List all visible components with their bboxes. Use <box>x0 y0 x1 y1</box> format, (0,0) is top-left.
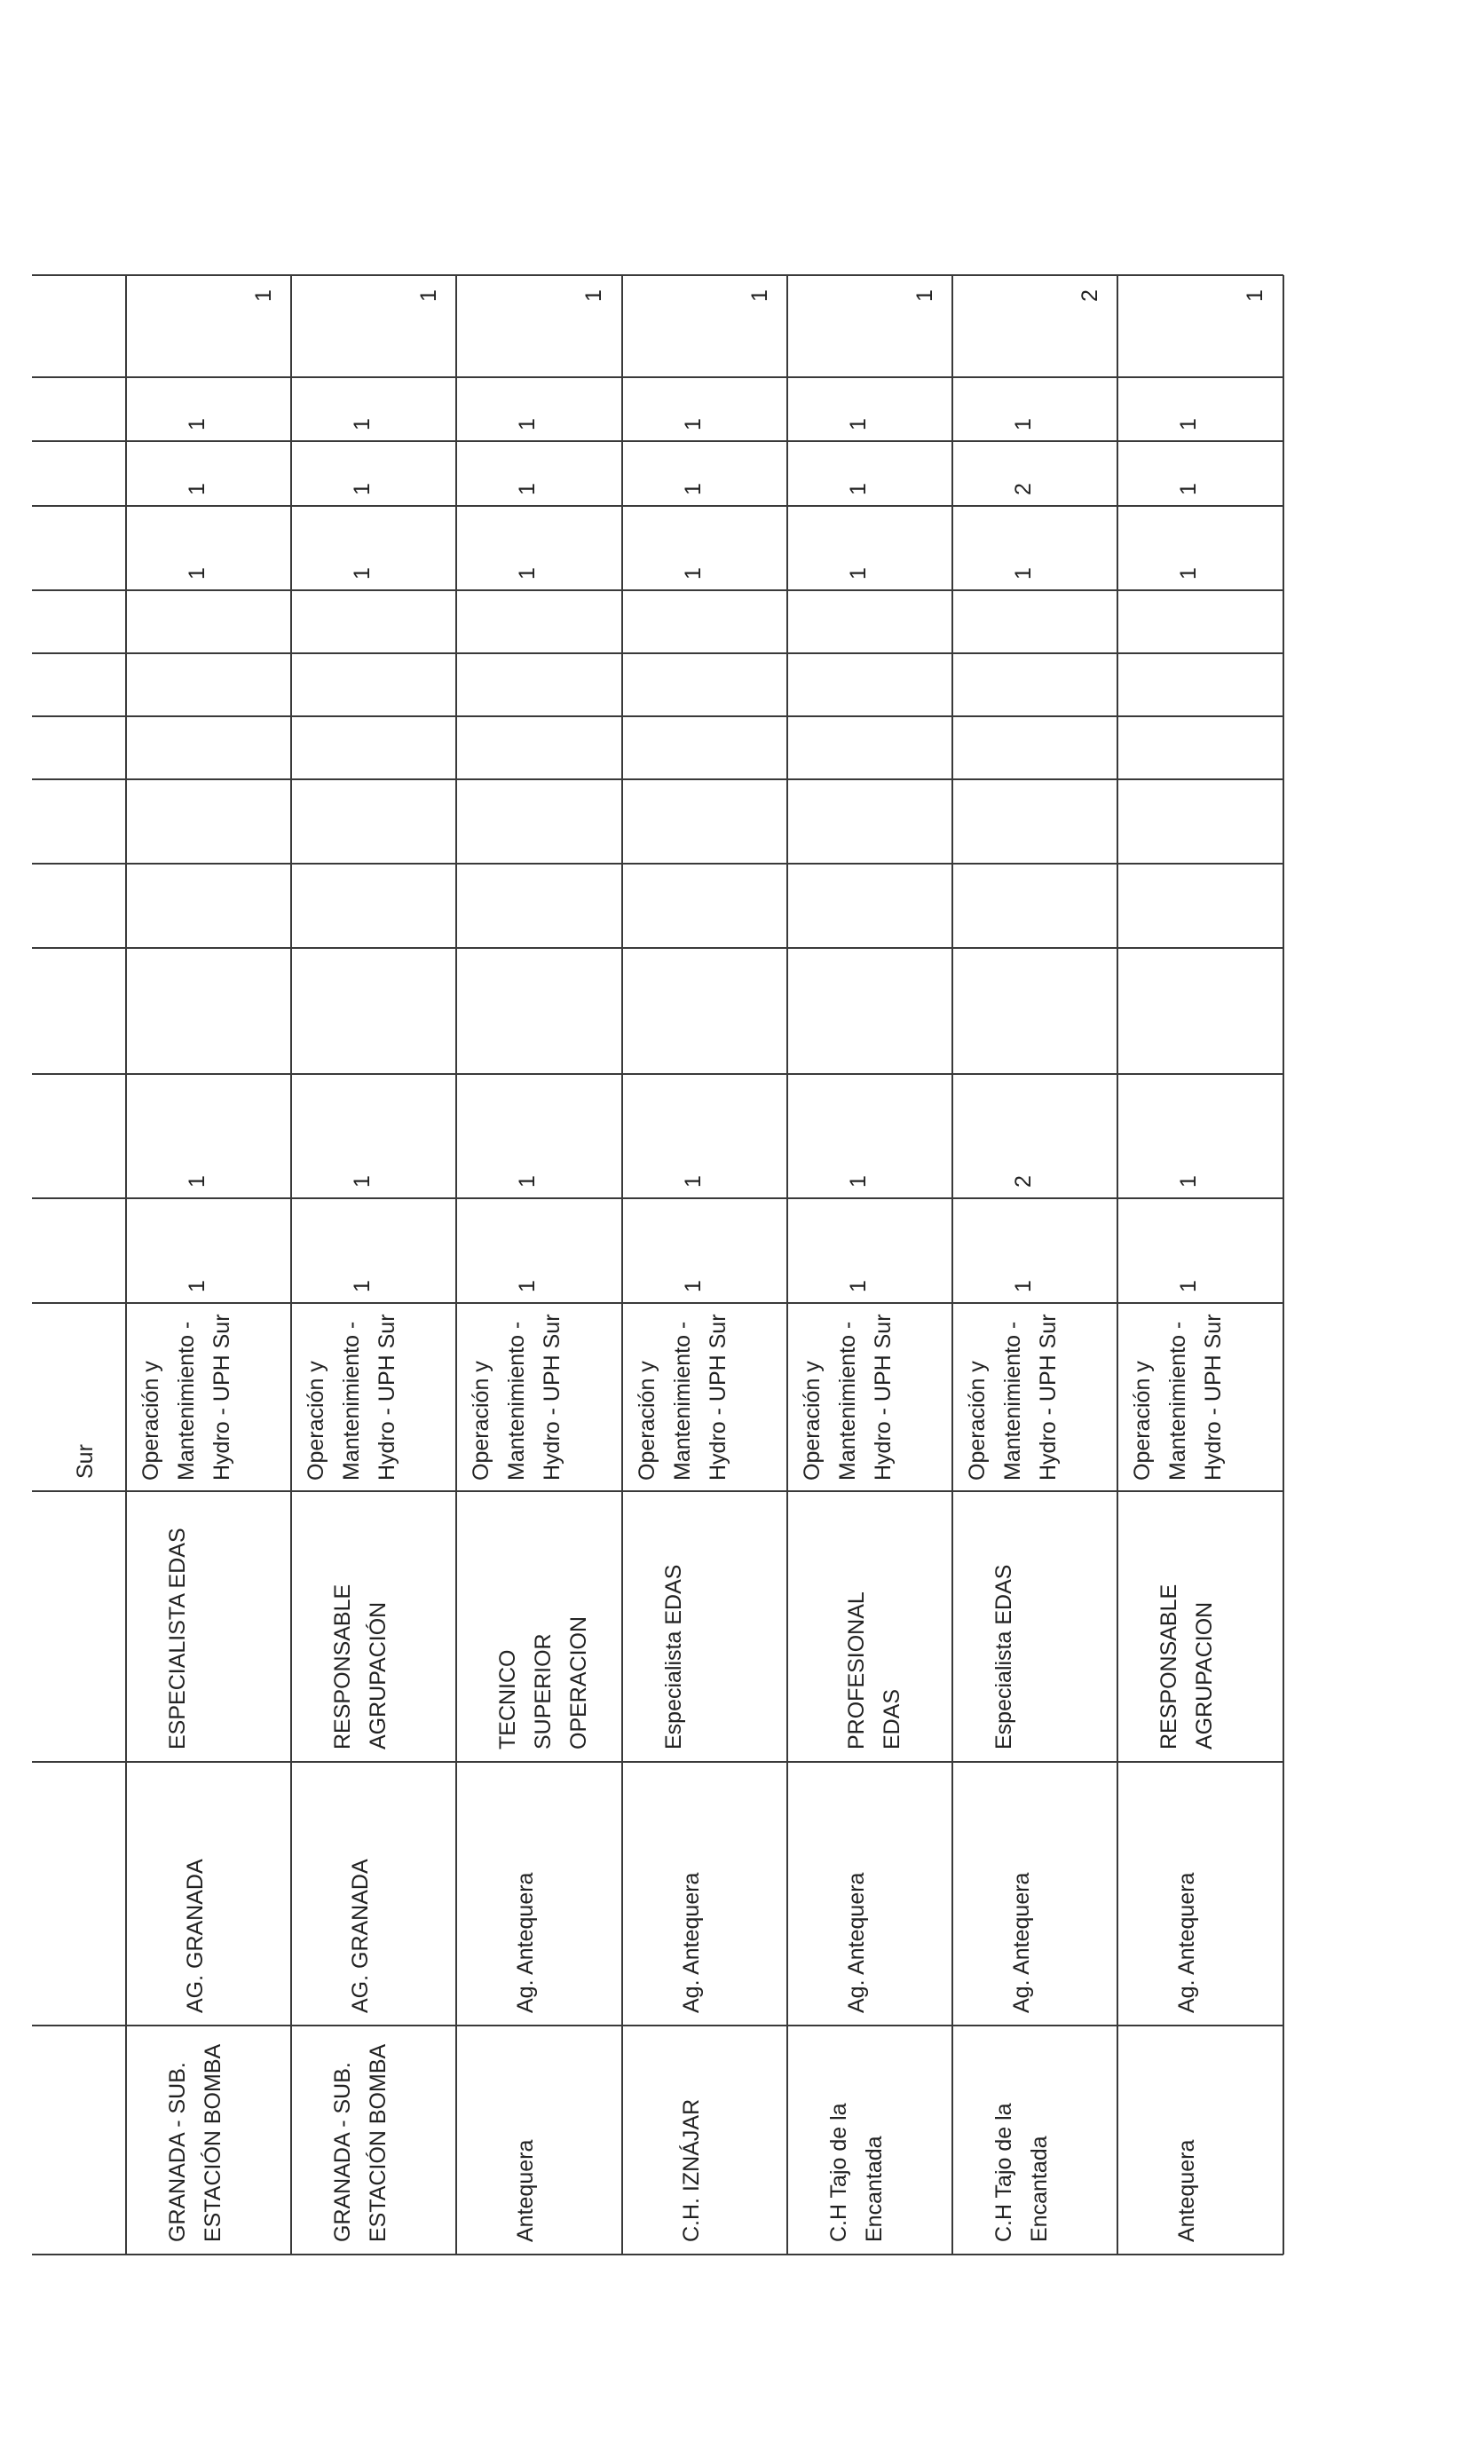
record-value-cell-text: 1 <box>185 483 209 495</box>
grid-line-horizontal <box>32 652 1283 654</box>
record-value-cell-text: 1 <box>681 1280 706 1292</box>
record-value-cell-text: 1 <box>251 289 276 302</box>
record-departamento-cell-text: Operación y Mantenimiento - Hydro - UPH Sur <box>635 1314 730 1481</box>
record-value-cell-text: 1 <box>185 418 209 430</box>
record-value-cell <box>126 1074 291 1198</box>
record-value-cell-text: 1 <box>1176 418 1201 430</box>
record-value-cell <box>1117 506 1283 590</box>
record-center-cell <box>291 2026 456 2255</box>
record-value-cell <box>1117 275 1283 377</box>
record-puesto-cell-text: Especialista EDAS <box>991 1564 1016 1749</box>
record-value-cell-text: 1 <box>185 1280 209 1292</box>
record-value-cell-text: 1 <box>681 418 706 430</box>
record-value-cell-text: 1 <box>185 1175 209 1188</box>
record-value-cell <box>456 1074 622 1198</box>
record-center-cell-text: C.H. IZNÁJAR <box>679 2098 704 2242</box>
record-agrupacion-cell <box>622 1762 787 2026</box>
record-value-cell-text: 1 <box>350 567 375 580</box>
record-value-cell <box>291 1074 456 1198</box>
record-agrupacion-cell-text: Ag. Antequera <box>844 1872 869 2013</box>
grid-line-horizontal <box>32 778 1283 780</box>
record-departamento-cell-text: Operación y Mantenimiento - Hydro - UPH Sur <box>304 1314 399 1481</box>
record-value-cell <box>126 1198 291 1303</box>
record-value-cell-text: 1 <box>846 1175 871 1188</box>
record-agrupacion-cell <box>126 1762 291 2026</box>
record-puesto-cell-text: TECNICO SUPERIOR OPERACION <box>495 1615 591 1749</box>
record-center-cell <box>456 2026 622 2255</box>
record-value-cell-text: 1 <box>846 418 871 430</box>
record-value-cell <box>622 377 787 441</box>
record-value-cell <box>291 441 456 506</box>
record-value-cell-text: 1 <box>846 1280 871 1292</box>
record-center-cell <box>1117 2026 1283 2255</box>
record-value-cell-text: 1 <box>846 483 871 495</box>
record-puesto-cell-text: RESPONSABLE AGRUPACION <box>1156 1583 1217 1749</box>
record-puesto-cell <box>622 1491 787 1762</box>
record-departamento-cell-text: Operación y Mantenimiento - Hydro - UPH Sur <box>965 1314 1061 1481</box>
record-value-cell-text: 2 <box>1011 483 1036 495</box>
record-value-cell-text: 1 <box>681 1175 706 1188</box>
record-center-cell <box>126 2026 291 2255</box>
record-departamento-cell <box>622 1303 787 1491</box>
grid-line-horizontal <box>32 863 1283 865</box>
record-value-cell-text: 1 <box>1176 1175 1201 1188</box>
record-puesto-cell <box>126 1491 291 1762</box>
record-value-cell-text: 1 <box>681 483 706 495</box>
record-value-cell-text: 1 <box>185 567 209 580</box>
record-center-cell-text: Antequera <box>513 2139 538 2242</box>
record-value-cell-text: 1 <box>515 1175 540 1188</box>
record-center-cell <box>622 2026 787 2255</box>
record-value-cell <box>952 1074 1117 1198</box>
record-departamento-cell <box>787 1303 952 1491</box>
record-value-cell-text: 1 <box>515 483 540 495</box>
record-puesto-cell <box>1117 1491 1283 1762</box>
record-value-cell-text: 1 <box>846 567 871 580</box>
record-value-cell <box>456 275 622 377</box>
record-value-cell <box>787 1074 952 1198</box>
record-value-cell <box>622 275 787 377</box>
record-agrupacion-cell-text: AG. GRANADA <box>183 1859 208 2013</box>
record-value-cell-text: 1 <box>581 289 606 302</box>
record-value-cell-text: 1 <box>1176 483 1201 495</box>
record-departamento-cell <box>1117 1303 1283 1491</box>
record-value-cell <box>787 377 952 441</box>
record-value-cell <box>126 441 291 506</box>
record-value-cell <box>291 1198 456 1303</box>
record-value-cell <box>456 506 622 590</box>
record-value-cell <box>787 506 952 590</box>
record-agrupacion-cell-text: Ag. Antequera <box>513 1872 538 2013</box>
record-puesto-cell <box>952 1491 1117 1762</box>
record-puesto-cell <box>456 1491 622 1762</box>
record-puesto-cell-text: Especialista EDAS <box>661 1564 686 1749</box>
record-departamento-cell <box>952 1303 1117 1491</box>
record-agrupacion-cell-text: Ag. Antequera <box>1009 1872 1034 2013</box>
record-value-cell <box>787 1198 952 1303</box>
header-department-cell <box>32 1303 126 1491</box>
record-value-cell-text: 1 <box>681 567 706 580</box>
record-agrupacion-cell <box>1117 1762 1283 2026</box>
record-value-cell <box>622 506 787 590</box>
record-agrupacion-cell-text: Ag. Antequera <box>679 1872 704 2013</box>
record-puesto-cell-text: ESPECIALISTA EDAS <box>165 1528 190 1749</box>
record-departamento-cell-text: Operación y Mantenimiento - Hydro - UPH Sur <box>469 1314 564 1481</box>
record-value-cell-text: 1 <box>416 289 441 302</box>
grid-line-horizontal <box>32 947 1283 949</box>
record-value-cell-text: 2 <box>1011 1175 1036 1188</box>
record-departamento-cell <box>291 1303 456 1491</box>
record-value-cell-text: 1 <box>1011 418 1036 430</box>
record-agrupacion-cell <box>291 1762 456 2026</box>
record-value-cell-text: 1 <box>515 418 540 430</box>
record-value-cell <box>456 377 622 441</box>
record-value-cell-text: 1 <box>1243 289 1267 302</box>
record-value-cell-text: 1 <box>350 418 375 430</box>
record-value-cell-text: 1 <box>515 1280 540 1292</box>
record-value-cell <box>126 275 291 377</box>
record-agrupacion-cell-text: Ag. Antequera <box>1174 1872 1199 2013</box>
record-value-cell-text: 1 <box>350 1175 375 1188</box>
grid-line-horizontal <box>32 715 1283 717</box>
record-value-cell-text: 1 <box>1011 1280 1036 1292</box>
record-center-cell <box>787 2026 952 2255</box>
record-center-cell-text: C.H Tajo de la Encantada <box>991 2103 1052 2242</box>
record-center-cell-text: C.H Tajo de la Encantada <box>826 2103 887 2242</box>
record-value-cell <box>622 1074 787 1198</box>
record-value-cell <box>952 441 1117 506</box>
record-value-cell <box>952 275 1117 377</box>
header-department-cell-text: Sur <box>73 1444 98 1479</box>
record-agrupacion-cell-text: AG. GRANADA <box>348 1859 373 2013</box>
record-center-cell-text: GRANADA - SUB. ESTACIÓN BOMBA <box>330 2043 391 2242</box>
record-value-cell <box>291 377 456 441</box>
record-value-cell <box>787 441 952 506</box>
record-puesto-cell <box>291 1491 456 1762</box>
record-puesto-cell <box>787 1491 952 1762</box>
record-value-cell <box>456 1198 622 1303</box>
record-value-cell <box>1117 1198 1283 1303</box>
record-departamento-cell-text: Operación y Mantenimiento - Hydro - UPH Sur <box>1130 1314 1226 1481</box>
record-value-cell <box>952 506 1117 590</box>
record-puesto-cell-text: PROFESIONAL EDAS <box>844 1592 904 1749</box>
record-value-cell-text: 1 <box>350 1280 375 1292</box>
record-value-cell-text: 1 <box>1176 1280 1201 1292</box>
record-value-cell <box>622 1198 787 1303</box>
record-center-cell-text: Antequera <box>1174 2139 1199 2242</box>
record-value-cell <box>291 506 456 590</box>
record-puesto-cell-text: RESPONSABLE AGRUPACIÓN <box>330 1583 391 1749</box>
record-value-cell <box>291 275 456 377</box>
record-value-cell <box>1117 377 1283 441</box>
record-value-cell-text: 1 <box>912 289 937 302</box>
record-value-cell <box>952 1198 1117 1303</box>
record-value-cell <box>1117 441 1283 506</box>
record-value-cell-text: 1 <box>515 567 540 580</box>
record-departamento-cell <box>456 1303 622 1491</box>
record-value-cell <box>952 377 1117 441</box>
record-value-cell-text: 1 <box>350 483 375 495</box>
record-value-cell <box>456 441 622 506</box>
record-value-cell-text: 1 <box>1176 567 1201 580</box>
record-center-cell <box>952 2026 1117 2255</box>
record-center-cell-text: GRANADA - SUB. ESTACIÓN BOMBA <box>165 2043 225 2242</box>
record-value-cell <box>126 506 291 590</box>
record-agrupacion-cell <box>456 1762 622 2026</box>
record-agrupacion-cell <box>952 1762 1117 2026</box>
record-value-cell <box>787 275 952 377</box>
record-value-cell-text: 1 <box>1011 567 1036 580</box>
record-value-cell-text: 1 <box>747 289 772 302</box>
record-value-cell <box>622 441 787 506</box>
record-agrupacion-cell <box>787 1762 952 2026</box>
record-departamento-cell <box>126 1303 291 1491</box>
record-departamento-cell-text: Operación y Mantenimiento - Hydro - UPH Sur <box>800 1314 896 1481</box>
record-value-cell <box>126 377 291 441</box>
record-value-cell <box>1117 1074 1283 1198</box>
record-value-cell-text: 2 <box>1077 289 1102 302</box>
record-departamento-cell-text: Operación y Mantenimiento - Hydro - UPH Sur <box>138 1314 234 1481</box>
